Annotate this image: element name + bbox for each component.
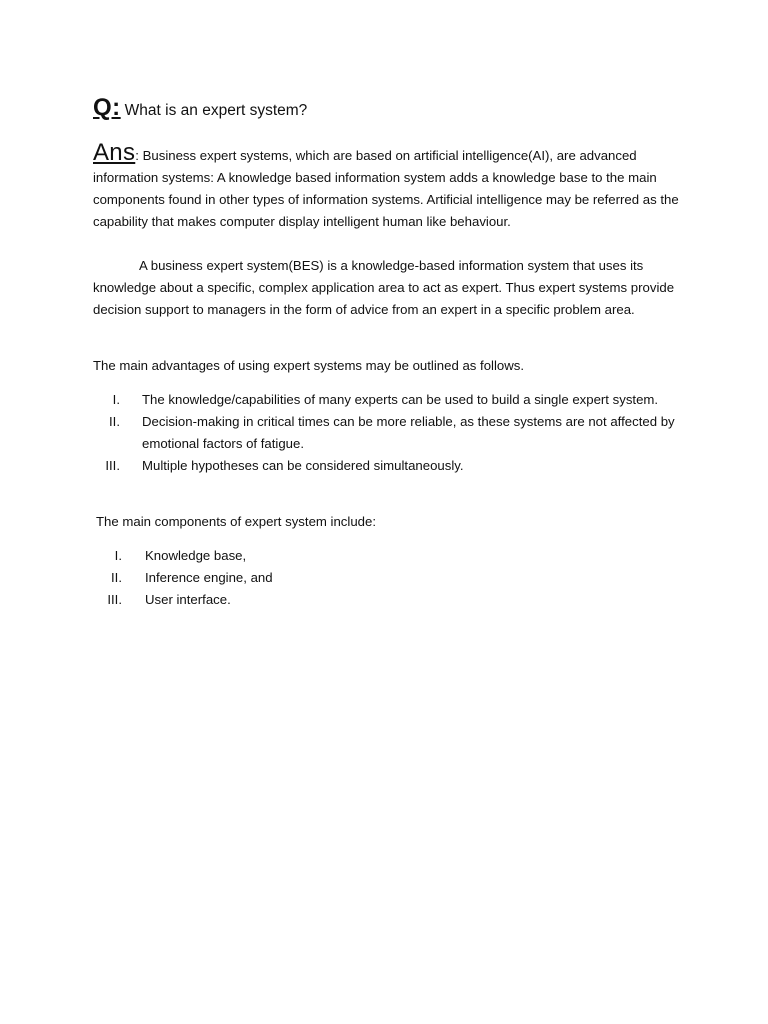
list-item-number: III. (105, 458, 120, 473)
question-line (93, 94, 713, 122)
answer-intro-text: Business expert systems, which are based on artificial intelligence(AI), are advanced information systems: A knowledge based information system adds a knowledge base to the main components found in other types of information systems. Artificial intelligence may be referred as the capability that makes computer display intelligent human like behaviour. (93, 148, 679, 229)
list-item-text: Decision-making in critical times can be more reliable, as these systems are not affected by emotional factors of fatigue. (142, 414, 675, 451)
components-heading: The main components of expert system include: (96, 514, 377, 529)
list-item (96, 589, 496, 611)
list-item (93, 455, 683, 477)
answer-marker: Ans (93, 139, 136, 166)
list-item (96, 567, 496, 589)
question-text: What is an expert system? (124, 102, 308, 119)
question-marker: Q: (93, 94, 121, 121)
advantages-list (93, 389, 683, 477)
list-item-text: The knowledge/capabilities of many experts can be used to build a single expert system. (142, 392, 659, 407)
answer-intro-paragraph (93, 139, 683, 233)
list-item-number: I. (112, 392, 120, 407)
answer-colon: : (135, 148, 139, 163)
list-item-number: I. (114, 548, 122, 563)
advantages-heading: The main advantages of using expert systems may be outlined as follows. (93, 358, 525, 373)
list-item (96, 545, 496, 567)
list-item-text: Knowledge base, (145, 548, 247, 563)
list-item-text: User interface. (145, 592, 231, 607)
answer-paragraph-bes: A business expert system(BES) is a knowledge-based information system that uses its knowledge about a specific, complex application area to act as expert. Thus expert systems provide decision support to managers in the form of advice from an expert in a specific problem area. (93, 258, 675, 317)
components-list (96, 545, 496, 611)
list-item-number: III. (107, 592, 122, 607)
list-item-text: Multiple hypotheses can be considered simultaneously. (142, 458, 464, 473)
list-item (93, 389, 683, 411)
list-item-number: II. (109, 414, 120, 429)
list-item-text: Inference engine, and (145, 570, 273, 585)
list-item-number: II. (111, 570, 122, 585)
list-item (93, 411, 683, 455)
